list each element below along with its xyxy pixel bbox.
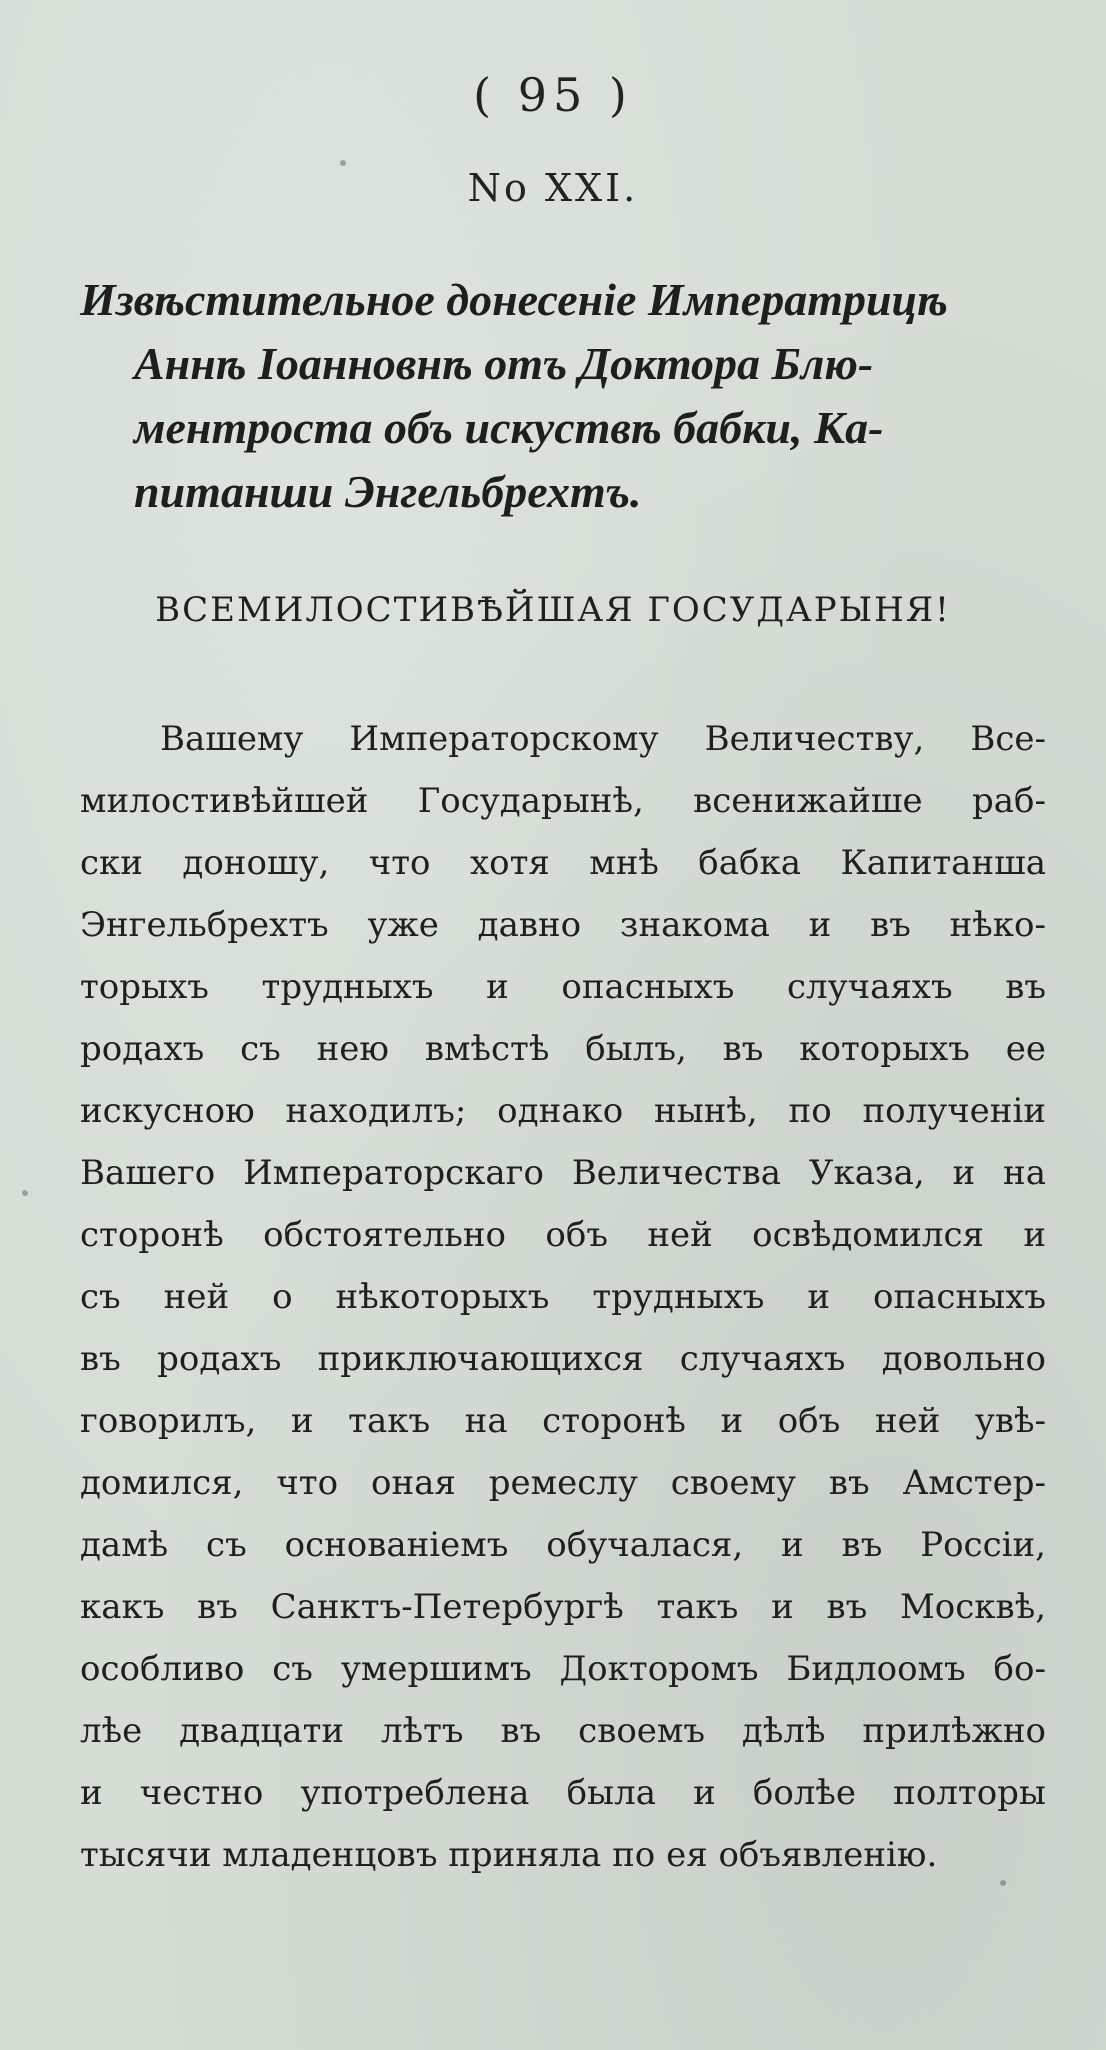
body-line: и честно употреблена была и болѣе полторы bbox=[80, 1773, 1046, 1813]
body-line: сторонѣ обстоятельно объ ней освѣдомился и bbox=[80, 1215, 1046, 1255]
body-line: въ родахъ приключающихся случаяхъ довольно bbox=[80, 1339, 1046, 1379]
title-line: питанши Энгельбрехтъ. bbox=[134, 466, 642, 517]
body-line: съ ней о нѣкоторыхъ трудныхъ и опасныхъ bbox=[80, 1277, 1046, 1317]
paper-speck bbox=[1000, 1880, 1006, 1886]
body-line: дамѣ съ основаніемъ обучалася, и въ Россіи, bbox=[80, 1525, 1046, 1565]
body-line: какъ въ Санктъ-Петербургѣ такъ и въ Москвѣ, bbox=[80, 1587, 1046, 1627]
paper-speck bbox=[340, 160, 346, 166]
title-line: ментроста объ искуствѣ бабки, Ка- bbox=[134, 402, 884, 453]
salutation-heading: ВСЕМИЛОСТИВѢЙШАЯ ГОСУДАРЫНЯ! bbox=[155, 590, 951, 630]
body-line: Вашему Императорскому Величеству, Все- bbox=[160, 719, 1046, 759]
body-line: Вашего Императорскаго Величества Указа, и на bbox=[80, 1153, 1046, 1193]
body-line: милостивѣйшей Государынѣ, всенижайше раб- bbox=[80, 781, 1046, 821]
page-number: ( 95 ) bbox=[473, 68, 633, 122]
body-line: домился, что оная ремеслу своему въ Амстер- bbox=[80, 1463, 1046, 1503]
body-line: тысячи младенцовъ приняла по ея объявленію. bbox=[80, 1835, 938, 1875]
title-line: Извѣстительное донесеніе Императрицѣ bbox=[80, 274, 948, 325]
body-line: особливо съ умершимъ Докторомъ Бидлоомъ бо- bbox=[80, 1649, 1046, 1689]
body-line: лѣе двадцати лѣтъ въ своемъ дѣлѣ прилѣжно bbox=[80, 1711, 1046, 1751]
body-line: торыхъ трудныхъ и опасныхъ случаяхъ въ bbox=[80, 967, 1046, 1007]
body-line: родахъ съ нею вмѣстѣ былъ, въ которыхъ ее bbox=[80, 1029, 1046, 1069]
body-paragraph bbox=[80, 708, 1046, 1886]
body-line: Энгельбрехтъ уже давно знакома и въ нѣко- bbox=[80, 905, 1046, 945]
paper-speck bbox=[22, 1190, 28, 1196]
body-line: ски доношу, что хотя мнѣ бабка Капитанша bbox=[80, 843, 1046, 883]
body-line: говорилъ, и такъ на сторонѣ и объ ней увѣ- bbox=[80, 1401, 1046, 1441]
title-line: Аннѣ Іоанновнѣ отъ Доктора Блю- bbox=[134, 338, 874, 389]
document-number: No XXI. bbox=[467, 166, 639, 210]
document-title bbox=[80, 268, 1040, 524]
body-line: искусною находилъ; однако нынѣ, по полученіи bbox=[80, 1091, 1046, 1131]
